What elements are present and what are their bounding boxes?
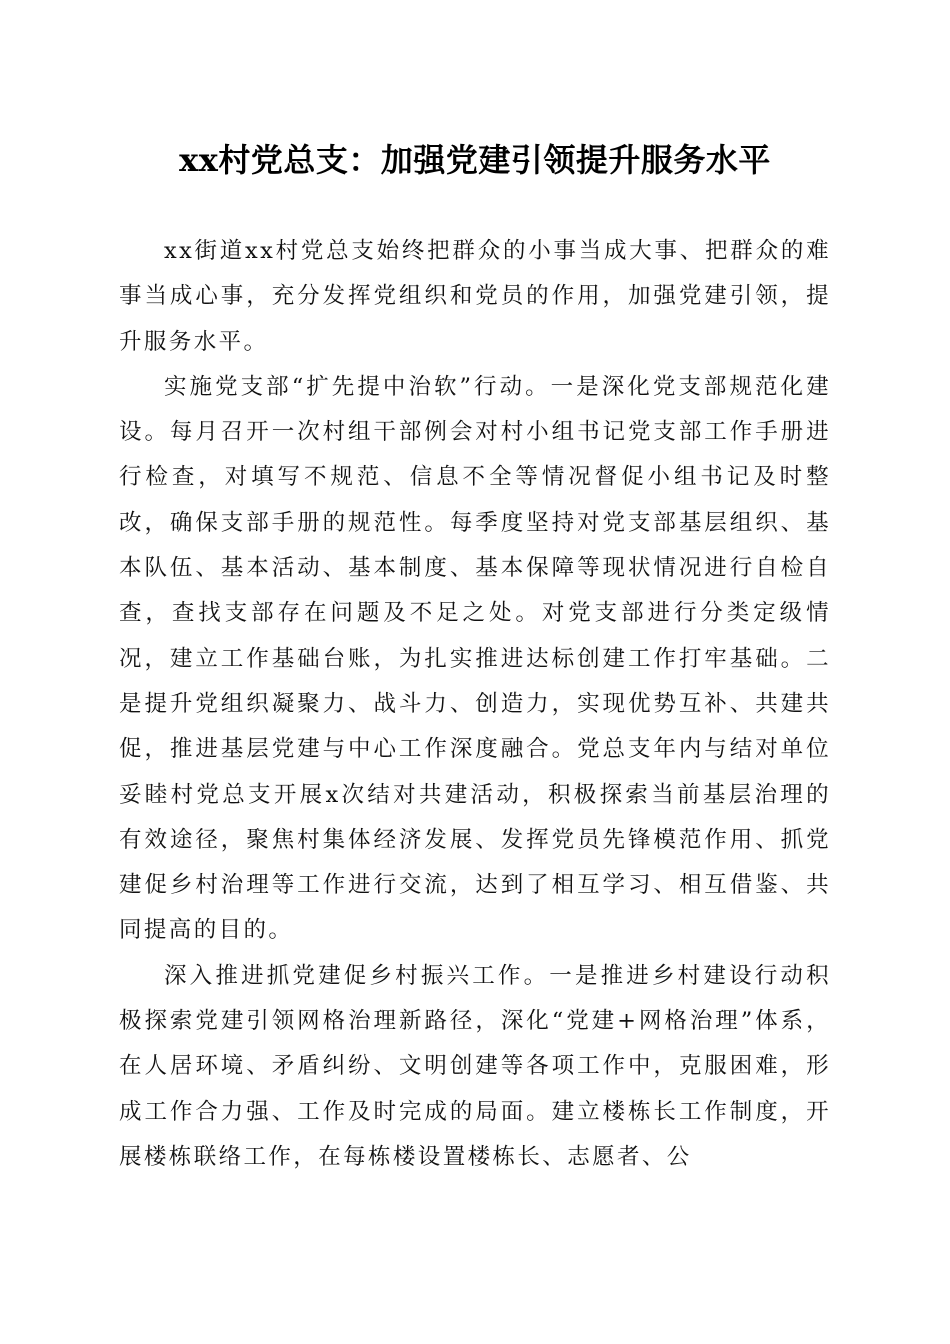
paragraph-branch-action: 实施党支部“扩先提中治软”行动。一是深化党支部规范化建设。每月召开一次村组干部例会对村小组书记党支部工作手册进行检查，对填写不规范、信息不全等情况督促小组书记及时整改，确保支部手册的规范性。每季度坚持对党支部基层组织、基本队伍、基本活动、基本制度、基本保障等现状情况进行自检自查，查找支部存在问题及不足之处。对党支部进行分类定级情况，建立工作基础台账，为扎实推进达标创建工作打牢基础。二是提升党组织凝聚力、战斗力、创造力，实现优势互补、共建共促，推进基层党建与中心工作深度融合。党总支年内与结对单位妥睦村党总支开展x次结对共建活动，积极探索当前基层治理的有效途径，聚焦村集体经济发展、发挥党员先锋模范作用、抓党建促乡村治理等工作进行交流，达到了相互学习、相互借鉴、共同提高的目的。	[119, 373, 831, 944]
document-title: xx村党总支：加强党建引领提升服务水平	[179, 141, 771, 179]
paragraph-rural-revitalization: 深入推进抓党建促乡村振兴工作。一是推进乡村建设行动积极探索党建引领网格治理新路径，深化“党建+网格治理”体系，在人居环境、矛盾纠纷、文明创建等各项工作中，克服困难，形成工作合力强、工作及时完成的局面。建立楼栋长工作制度，开展楼栋联络工作，在每栋楼设置楼栋长、志愿者、公	[119, 962, 831, 1170]
paragraph-intro: xx街道xx村党总支始终把群众的小事当成大事、把群众的难事当成心事，充分发挥党组织和党员的作用，加强党建引领，提升服务水平。	[119, 238, 831, 355]
document-body	[119, 229, 831, 1180]
